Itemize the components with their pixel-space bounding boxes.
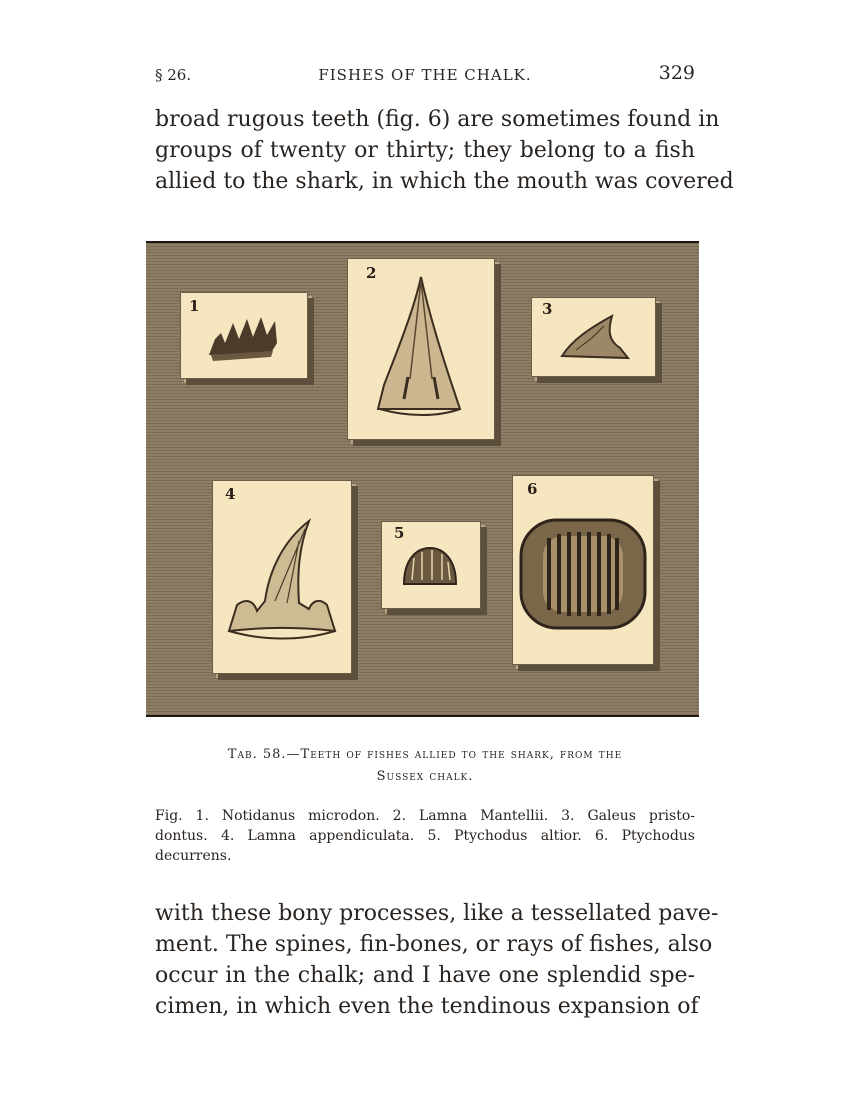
- lamna-appendiculata-tooth-icon: [213, 481, 351, 673]
- text-line: with these bony processes, like a tessellated pave-: [155, 901, 719, 926]
- fossil-teeth-plate: [146, 241, 699, 717]
- specimen-label: 1: [189, 297, 200, 315]
- text-line: cimen, in which even the tendinous expansion of: [155, 994, 699, 1019]
- section-number: § 26.: [155, 66, 192, 84]
- legend-line: dontus. 4. Lamna appendiculata. 5. Ptychodus altior. 6. Ptychodus: [155, 828, 695, 844]
- text-line: allied to the shark, in which the mouth was covered: [155, 169, 734, 194]
- running-title: FISHES OF THE CHALK.: [318, 66, 532, 84]
- page-number: 329: [658, 62, 695, 84]
- legend-line: decurrens.: [155, 848, 232, 864]
- text-line: ment. The spines, fin-bones, or rays of fishes, also: [155, 932, 713, 957]
- galeus-tooth-icon: [532, 298, 655, 376]
- specimen-3: [531, 297, 656, 377]
- caption-line: Sussex chalk.: [376, 769, 474, 784]
- plate-caption: [155, 744, 695, 788]
- specimen-label: 3: [542, 300, 553, 318]
- text-line: broad rugous teeth (fig. 6) are sometimes found in: [155, 107, 720, 132]
- ptychodus-altior-tooth-icon: [382, 522, 480, 608]
- figure-legend: [155, 806, 695, 866]
- paragraph-top: [155, 104, 734, 197]
- specimen-6: [512, 475, 654, 665]
- paragraph-bottom: [155, 898, 719, 1022]
- specimen-label: 5: [394, 524, 405, 542]
- notidanus-tooth-icon: [181, 293, 307, 378]
- ptychodus-decurrens-tooth-icon: [513, 476, 653, 664]
- specimen-label: 6: [527, 480, 538, 498]
- specimen-5: [381, 521, 481, 609]
- caption-line: Tab. 58.—Teeth of fishes allied to the shark, from the: [227, 747, 623, 762]
- specimen-label: 2: [366, 264, 377, 282]
- specimen-1: [180, 292, 308, 379]
- page-header: [155, 62, 695, 88]
- specimen-4: [212, 480, 352, 674]
- legend-line: Fig. 1. Notidanus microdon. 2. Lamna Mantellii. 3. Galeus pristo-: [155, 808, 695, 824]
- specimen-2: [347, 258, 495, 440]
- lamna-tooth-icon: [348, 259, 494, 439]
- text-line: occur in the chalk; and I have one splendid spe-: [155, 963, 695, 988]
- text-line: groups of twenty or thirty; they belong to a fish: [155, 138, 695, 163]
- specimen-label: 4: [225, 485, 236, 503]
